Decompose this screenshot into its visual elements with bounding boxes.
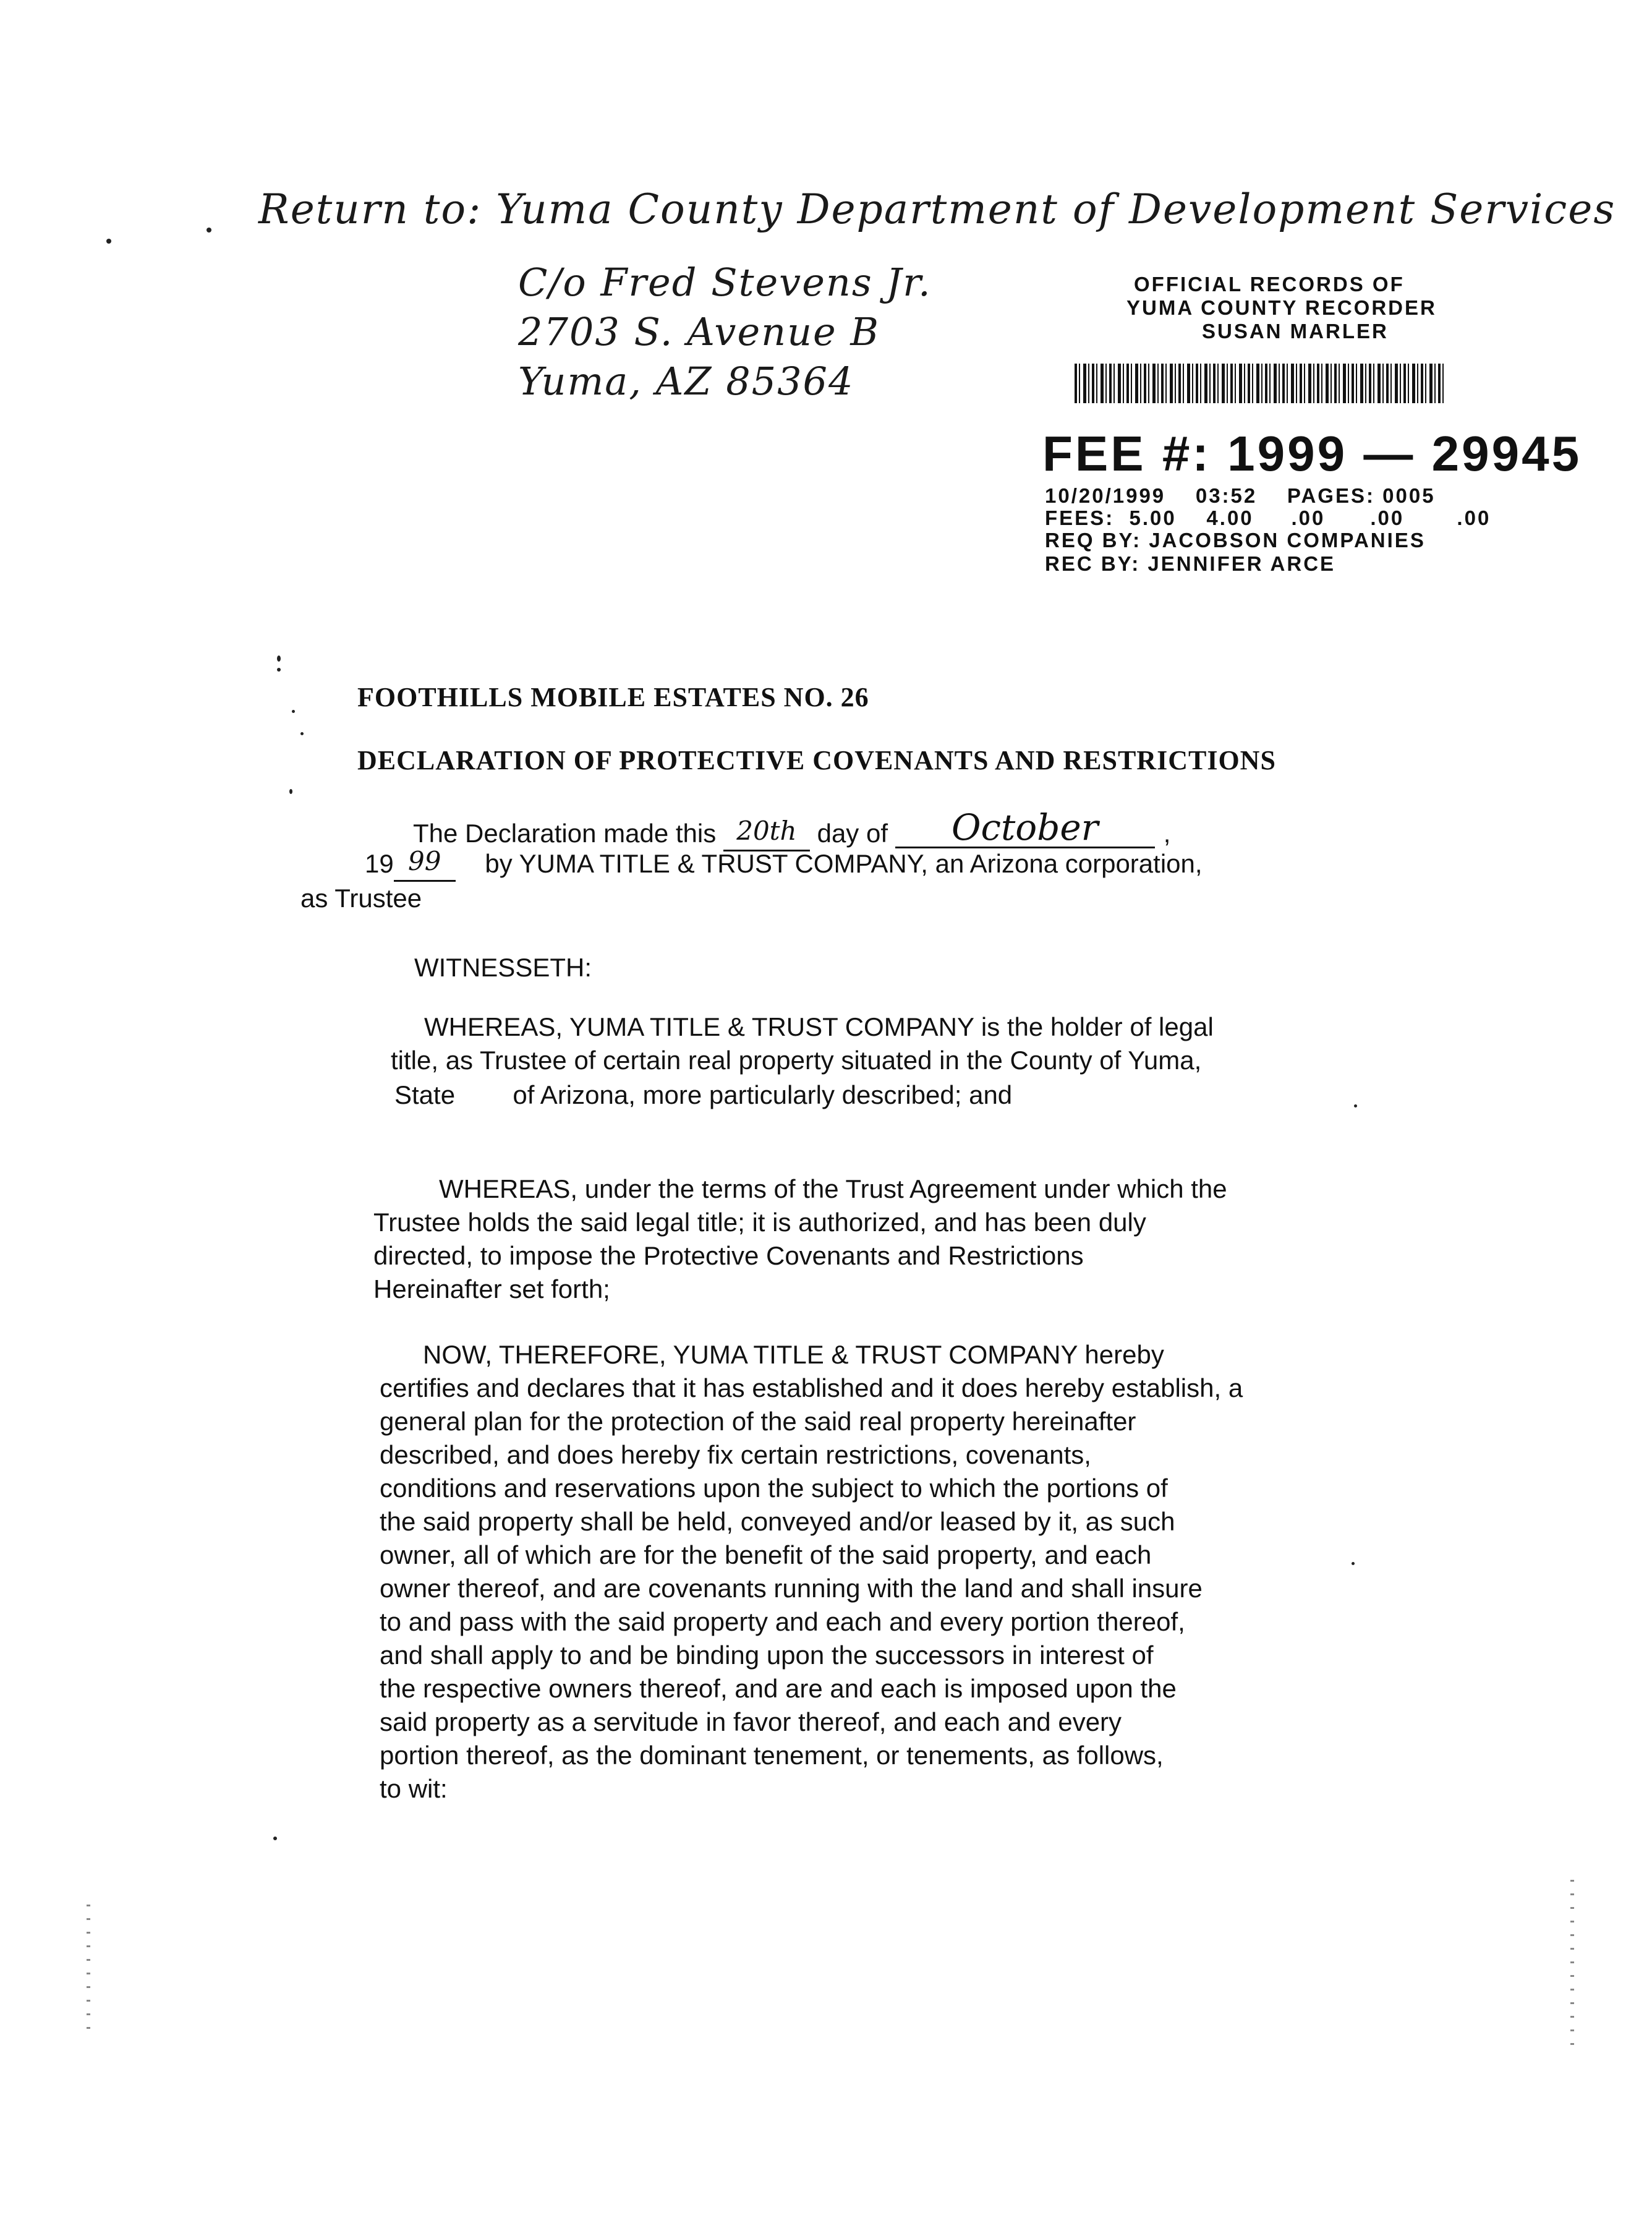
return-address-line4: Yuma, AZ 85364 xyxy=(518,359,854,404)
declaration-intro-line2 xyxy=(365,847,1203,882)
fees-line: FEES: 5.00 4.00 .00 .00 .00 xyxy=(1045,506,1491,529)
year-value: 99 xyxy=(407,846,441,876)
recording-date-line: 10/20/1999 03:52 PAGES: 0005 xyxy=(1045,484,1436,507)
now-therefore-line: the respective owners thereof, and are and each is imposed upon the xyxy=(380,1674,1177,1703)
scan-speck xyxy=(292,710,295,713)
intro-comma: , xyxy=(1163,819,1171,848)
scan-speck xyxy=(277,655,281,662)
now-therefore-line: said property as a servitude in favor thereof, and each and every xyxy=(380,1707,1122,1736)
whereas2-line: directed, to impose the Protective Covenants and Restrictions xyxy=(373,1241,1084,1270)
scan-speck xyxy=(1354,1104,1357,1107)
scan-speck xyxy=(273,1837,277,1840)
scan-speck xyxy=(300,732,304,735)
document-subtitle: DECLARATION OF PROTECTIVE COVENANTS AND RESTRICTIONS xyxy=(357,745,1276,775)
now-therefore-line: owner, all of which are for the benefit of the said property, and each xyxy=(380,1540,1152,1569)
day-value: 20th xyxy=(736,816,797,846)
recorder-office-line2: YUMA COUNTY RECORDER xyxy=(1126,296,1437,319)
whereas1-line: title, as Trustee of certain real property situated in the County of Yuma, xyxy=(391,1046,1202,1075)
fee-number: FEE #: 1999 — 29945 xyxy=(1042,426,1582,481)
recorder-office-line3: SUSAN MARLER xyxy=(1202,320,1389,343)
year-prefix: 19 xyxy=(365,849,394,878)
whereas2-line: WHEREAS, under the terms of the Trust Agreement under which the xyxy=(439,1174,1227,1203)
scan-speck xyxy=(277,668,281,672)
document-title: FOOTHILLS MOBILE ESTATES NO. 26 xyxy=(357,682,869,712)
whereas2-line: Trustee holds the said legal title; it is authorized, and has been duly xyxy=(373,1208,1146,1237)
declaration-intro-line1 xyxy=(413,806,1171,851)
return-address-line3: 2703 S. Avenue B xyxy=(518,309,880,354)
now-therefore-line: NOW, THEREFORE, YUMA TITLE & TRUST COMPANY hereby xyxy=(423,1340,1164,1369)
intro-by-text: by YUMA TITLE & TRUST COMPANY, an Arizona corporation, xyxy=(485,849,1203,878)
whereas1-line: State of Arizona, more particularly described; and xyxy=(394,1080,1013,1109)
scan-margin-dots xyxy=(87,1905,90,2041)
now-therefore-line: to wit: xyxy=(380,1774,448,1803)
barcode xyxy=(1075,364,1446,403)
now-therefore-line: portion thereof, as the dominant tenement, or tenements, as follows, xyxy=(380,1741,1164,1770)
now-therefore-line: owner thereof, and are covenants running with the land and shall insure xyxy=(380,1574,1203,1603)
whereas2-line: Hereinafter set forth; xyxy=(373,1274,610,1304)
scan-speck xyxy=(206,228,211,233)
witnesseth-heading: WITNESSETH: xyxy=(414,953,592,982)
now-therefore-line: and shall apply to and be binding upon the successors in interest of xyxy=(380,1641,1154,1670)
requested-by: REQ BY: JACOBSON COMPANIES xyxy=(1045,529,1426,552)
now-therefore-line: conditions and reservations upon the subject to which the portions of xyxy=(380,1474,1168,1503)
recorded-by: REC BY: JENNIFER ARCE xyxy=(1045,552,1336,575)
intro-day-of: day of xyxy=(817,819,888,848)
whereas1-line: WHEREAS, YUMA TITLE & TRUST COMPANY is the holder of legal xyxy=(424,1012,1214,1041)
month-value: October xyxy=(951,806,1099,848)
return-address-line1: Return to: Yuma County Department of Development Services xyxy=(258,186,1616,233)
scan-speck xyxy=(106,239,111,244)
recorder-office-line1: OFFICIAL RECORDS OF xyxy=(1134,273,1405,296)
month-blank xyxy=(895,806,1155,848)
intro-prefix: The Declaration made this xyxy=(413,819,717,848)
now-therefore-line: general plan for the protection of the said real property hereinafter xyxy=(380,1407,1136,1436)
day-blank xyxy=(723,817,810,851)
declaration-intro-line3: as Trustee xyxy=(300,884,422,913)
scan-speck xyxy=(1352,1562,1355,1565)
now-therefore-line: to and pass with the said property and each and every portion thereof, xyxy=(380,1607,1185,1636)
now-therefore-line: the said property shall be held, conveyed and/or leased by it, as such xyxy=(380,1507,1175,1536)
scan-margin-dots xyxy=(1570,1880,1574,2047)
scan-speck xyxy=(289,789,292,794)
return-address-line2: C/o Fred Stevens Jr. xyxy=(518,260,932,305)
now-therefore-line: certifies and declares that it has established and it does hereby establish, a xyxy=(380,1373,1243,1402)
now-therefore-line: described, and does hereby fix certain restrictions, covenants, xyxy=(380,1440,1091,1469)
year-blank xyxy=(394,847,456,882)
